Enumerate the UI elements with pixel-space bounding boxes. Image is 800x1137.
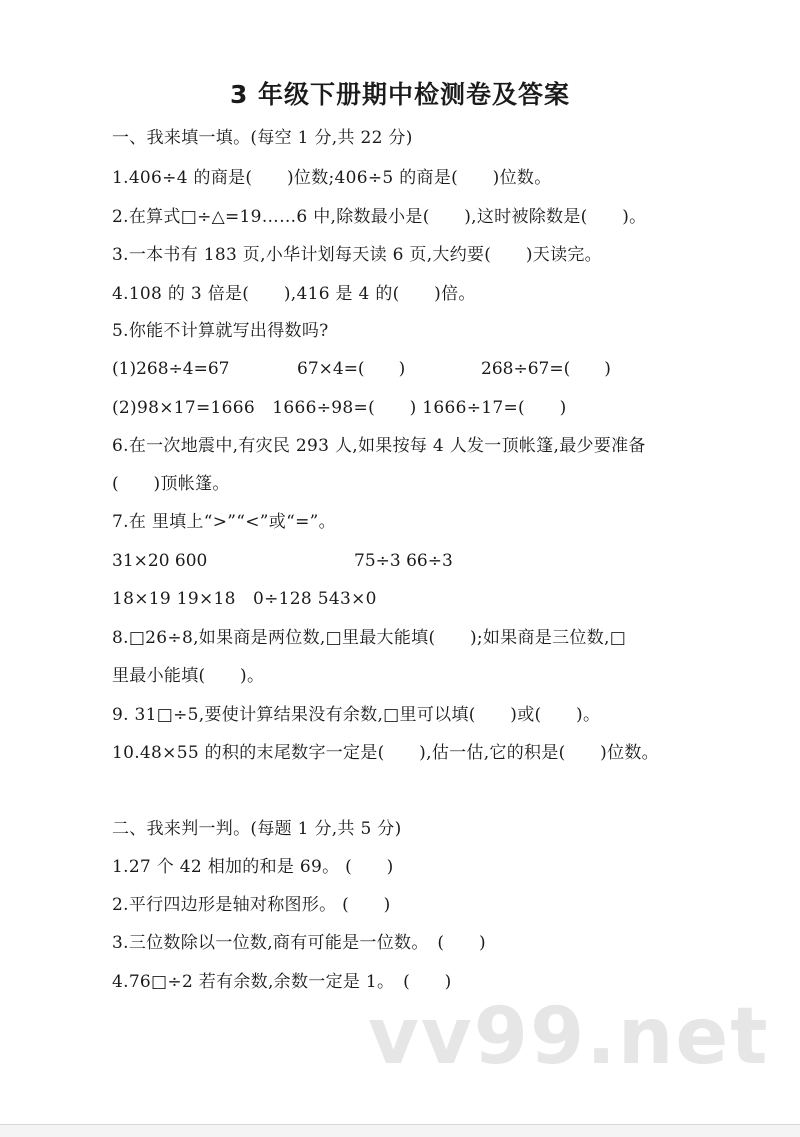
judge-question-3: 3.三位数除以一位数,商有可能是一位数。 ( ): [112, 933, 486, 953]
question-7: 7.在 里填上“>”“<”或“=”。: [112, 512, 336, 532]
question-7-row-2: 18×19 19×18 0÷128 543×0: [112, 589, 377, 609]
question-10: 10.48×55 的积的末尾数字一定是( ),估一估,它的积是( )位数。: [112, 743, 659, 763]
section1-heading: 一、我来填一填。(每空 1 分,共 22 分): [112, 128, 413, 148]
question-5-1-part-c: 268÷67=( ): [481, 359, 611, 379]
question-6-line-2: ( )顶帐篷。: [112, 474, 230, 494]
question-9: 9. 31□÷5,要使计算结果没有余数,□里可以填( )或( )。: [112, 705, 601, 725]
question-7-row-1-a: 31×20 600: [112, 551, 208, 571]
question-5-1-part-b: 67×4=( ): [297, 359, 406, 379]
question-8-line-1: 8.□26÷8,如果商是两位数,□里最大能填( );如果商是三位数,□: [112, 628, 627, 648]
page-bottom-band: [0, 1125, 800, 1137]
judge-question-4: 4.76□÷2 若有余数,余数一定是 1。 ( ): [112, 972, 452, 992]
question-5-2: (2)98×17=1666 1666÷98=( ) 1666÷17=( ): [112, 398, 567, 418]
question-3: 3.一本书有 183 页,小华计划每天读 6 页,大约要( )天读完。: [112, 245, 602, 265]
judge-question-2: 2.平行四边形是轴对称图形。 ( ): [112, 895, 391, 915]
question-5-1-part-a: (1)268÷4=67: [112, 359, 230, 379]
question-1: 1.406÷4 的商是( )位数;406÷5 的商是( )位数。: [112, 168, 552, 188]
question-5: 5.你能不计算就写出得数吗?: [112, 321, 329, 341]
question-4: 4.108 的 3 倍是( ),416 是 4 的( )倍。: [112, 284, 476, 304]
question-2: 2.在算式□÷△=19……6 中,除数最小是( ),这时被除数是( )。: [112, 207, 647, 227]
section2-heading: 二、我来判一判。(每题 1 分,共 5 分): [112, 819, 402, 839]
watermark: vv99.net: [368, 992, 770, 1082]
page-title: 3 年级下册期中检测卷及答案: [229, 80, 571, 109]
question-7-row-1-b: 75÷3 66÷3: [354, 551, 453, 571]
question-8-line-2: 里最小能填( )。: [112, 666, 265, 686]
judge-question-1: 1.27 个 42 相加的和是 69。 ( ): [112, 857, 394, 877]
question-6-line-1: 6.在一次地震中,有灾民 293 人,如果按每 4 人发一顶帐篷,最少要准备: [112, 436, 646, 456]
